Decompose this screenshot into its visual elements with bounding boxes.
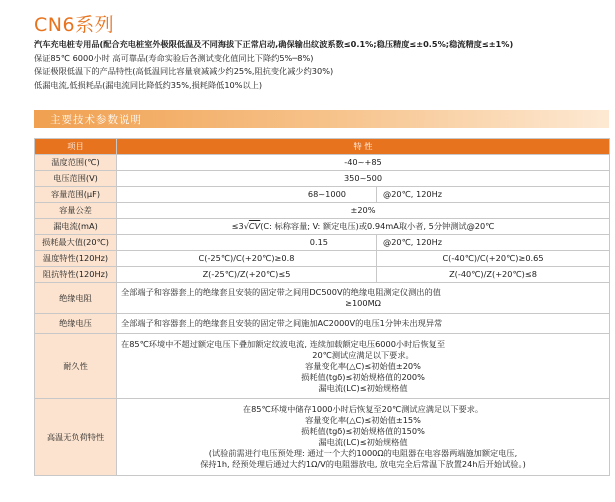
value-insulation-resistance bbox=[117, 283, 610, 314]
ins-res-line-1: 全部端子和容器套上的绝缘套且安装的固定带之间用DC500V的绝缘电阻测定仪测出的值 bbox=[121, 287, 441, 297]
row-insulation-resistance bbox=[35, 283, 610, 314]
endurance-line-3: 容量变化率(△C)≤初始值±20% bbox=[305, 360, 421, 371]
row-voltage bbox=[35, 171, 610, 187]
value-temperature: -40~+85 bbox=[117, 155, 610, 171]
shelf-line-5: (试验前需进行电压预处理: 通过一个大约1000Ω的电阻器在电容器两端施加额定电压, bbox=[208, 448, 518, 458]
value-impedance-b: Z(-40℃)/Z(+20℃)≤8 bbox=[377, 267, 610, 283]
label-voltage: 电压范围(V) bbox=[35, 171, 117, 187]
value-impedance-a: Z(-25℃)/Z(+20℃)≤5 bbox=[117, 267, 377, 283]
label-tan-delta: 损耗最大值(20℃) bbox=[35, 235, 117, 251]
label-leakage: 漏电流(mA) bbox=[35, 219, 117, 235]
value-tolerance: ±20% bbox=[117, 203, 610, 219]
value-temp-char-b: C(-40℃)/C(+20℃)≥0.65 bbox=[377, 251, 610, 267]
table-header-row bbox=[35, 139, 610, 155]
section-title: 主要技术参数说明 bbox=[50, 114, 142, 126]
label-insulation-voltage: 绝缘电压 bbox=[35, 314, 117, 334]
endurance-line-4: 损耗值(tgδ)≤初始规格值的200% bbox=[301, 371, 425, 382]
row-tolerance bbox=[35, 203, 610, 219]
row-temp-char bbox=[35, 251, 610, 267]
value-endurance bbox=[117, 334, 610, 399]
value-tan-delta: 0.15 bbox=[117, 235, 377, 251]
spec-table bbox=[34, 138, 610, 476]
cond-capacitance: @20℃, 120Hz bbox=[377, 187, 610, 203]
shelf-line-2: 容量变化率(△C)≤初始值±15% bbox=[305, 415, 421, 425]
intro-line-4: 低漏电流,低损耗品(漏电流同比降低约35%,损耗降低10%以上) bbox=[34, 79, 263, 90]
row-tan-delta bbox=[35, 235, 610, 251]
value-leakage bbox=[117, 219, 610, 235]
shelf-line-6: 保持1h, 经预处理后通过大约1Ω/V的电阻器放电, 放电完全后常温下放置24h后开始试验。) bbox=[200, 459, 526, 469]
endurance-line-5: 漏电流(LC)≤初始规格值 bbox=[318, 382, 408, 393]
endurance-line-2: 20℃测试应满足以下要求。 bbox=[312, 349, 414, 360]
label-endurance: 耐久性 bbox=[35, 334, 117, 399]
row-impedance bbox=[35, 267, 610, 283]
intro-line-2: 保证85℃ 6000小时 高可靠品(寿命实验后各测试变化值同比下降约5%─8%) bbox=[34, 52, 314, 63]
intro-line-1: 汽车充电桩专用品(配合充电桩室外极限低温及不同海拔下正常启动,确保输出纹波系数≤0.1%;稳压精度≤±0.5%;稳流精度≤±1%) bbox=[34, 39, 514, 49]
series-title: CN6系列 bbox=[34, 14, 115, 36]
shelf-line-1: 在85℃环境中储存1000小时后恢复至20℃测试应满足以下要求。 bbox=[242, 404, 484, 414]
sqrt-sign: √ bbox=[243, 221, 249, 231]
cond-tan-delta: @20℃, 120Hz bbox=[377, 235, 610, 251]
shelf-line-3: 损耗值(tgδ)≤初始规格值的150% bbox=[301, 426, 425, 436]
intro-text bbox=[34, 38, 609, 92]
leakage-suffix: (C: 标称容量; V: 额定电压)或0.94mA取小者, 5分钟测试@20℃ bbox=[260, 221, 495, 231]
row-temperature bbox=[35, 155, 610, 171]
label-shelf-life: 高温无负荷特性 bbox=[35, 399, 117, 476]
value-temp-char-a: C(-25℃)/C(+20℃)≥0.8 bbox=[117, 251, 377, 267]
label-tolerance: 容量公差 bbox=[35, 203, 117, 219]
label-impedance: 阻抗特性(120Hz) bbox=[35, 267, 117, 283]
header-item: 项目 bbox=[35, 139, 117, 155]
shelf-line-4: 漏电流(LC)≤初始规格值 bbox=[318, 437, 408, 447]
row-leakage bbox=[35, 219, 610, 235]
value-voltage: 350~500 bbox=[117, 171, 610, 187]
row-capacitance bbox=[35, 187, 610, 203]
section-header bbox=[34, 110, 609, 128]
row-shelf-life bbox=[35, 399, 610, 476]
ins-res-line-2: ≥100MΩ bbox=[345, 298, 381, 308]
label-insulation-resistance: 绝缘电阻 bbox=[35, 283, 117, 314]
endurance-line-1: 在85℃环境中不超过额定电压下叠加额定纹波电流, 连续加载额定电压6000小时后恢复至 bbox=[121, 338, 446, 349]
sqrt-cv: CV bbox=[248, 221, 261, 231]
row-insulation-voltage bbox=[35, 314, 610, 334]
label-capacitance: 容量范围(μF) bbox=[35, 187, 117, 203]
header-characteristics: 特 性 bbox=[117, 139, 610, 155]
label-temperature: 温度范围(℃) bbox=[35, 155, 117, 171]
row-endurance bbox=[35, 334, 610, 399]
value-capacitance: 68~1000 bbox=[117, 187, 377, 203]
label-temp-char: 温度特性(120Hz) bbox=[35, 251, 117, 267]
value-insulation-voltage: 全部端子和容器套上的绝缘套且安装的固定带之间施加AC2000V的电压1分钟未出现异常 bbox=[117, 314, 610, 334]
intro-line-3: 保证极限低温下的产品特性(高低温同比容量衰减减少约25%,阻抗变化减少约30%) bbox=[34, 66, 334, 76]
leakage-prefix: ≤3 bbox=[231, 221, 244, 231]
value-shelf-life bbox=[117, 399, 610, 476]
